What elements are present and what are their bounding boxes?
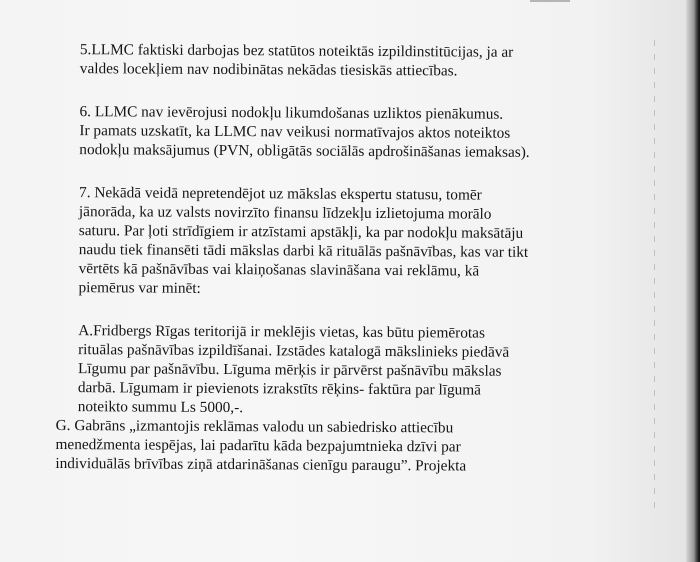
text-line: darbā. Līgumam ir pievienots izrakstīts rēķins- faktūra par līgumā [77, 379, 482, 399]
text-line: jānorāda, ka uz valsts novirzīto finansu līdzekļu izlietojuma morālo [78, 203, 492, 223]
text-line: A.Fridbergs Rīgas teritorijā ir meklējis vietas, kas būtu piemērotas [78, 322, 485, 342]
paragraph-5 [58, 40, 558, 81]
page-edge-shadow [686, 0, 700, 562]
text-line: saturu. Par ļoti strīdīgiem ir atzīstami apstākļi, ka par nodokļu maksātāju [78, 222, 524, 242]
scan-artifact-top [530, 0, 570, 2]
text-line: vērtēts kā pašnāvības vai klaiņošanas slavināšana vai reklāmu, kā [78, 260, 480, 280]
text-line: 7. Nekādā veidā nepretendējot uz mākslas ekspertu statusu, tomēr [79, 184, 482, 204]
text-line: naudu tiek finansēti tādi mākslas darbi kā rituālās pašnāvības, kas var tikt [78, 241, 529, 261]
text-line: piemērus var minēt: [78, 279, 201, 297]
text-line: 6. LLMC nav ievērojusi nodokļu likumdošanas uzliktos pienākumus. [79, 103, 504, 123]
paragraph-7 [56, 183, 557, 300]
paragraph-gabrans [55, 416, 555, 476]
text-line: menedžmenta iespējas, lai padarītu kāda bezpajumtnieka dzīvi par [55, 435, 461, 456]
text-line: rituālas pašnāvības izpildīšanai. Izstādes katalogā mākslinieks piedāvā [78, 341, 510, 361]
paragraph-6 [57, 102, 557, 162]
text-line: 5.LLMC faktiski darbojas bez statūtos noteiktās izpildinstitūcijas, ja ar [79, 41, 514, 61]
text-line: Ir pamats uzskatīt, ka LLMC nav veikusi normatīvajos aktos noteiktos [79, 122, 511, 142]
text-line: nodokļu maksājumus (PVN, obligātās sociālās apdrošināšanas iemaksas). [79, 141, 530, 161]
text-line: G. Gabrāns „izmantojis reklāmas valodu un sabiedrisko attiecību [55, 416, 454, 437]
text-line: Līgumu par pašnāvību. Līguma mērķis ir pārvērst pašnāvību mākslas [77, 360, 502, 380]
document-body [55, 40, 558, 476]
text-line: noteikto summu Ls 5000,-. [77, 398, 244, 417]
paragraph-fridbergs [56, 321, 557, 419]
scan-artifact-margin [654, 40, 655, 510]
text-line: individuālās brīvības ziņā atdarināšanas cienīgu paraugu”. Projekta [55, 454, 467, 475]
text-line: valdes locekļiem nav nodibinātas nekādas tiesiskās attiecības. [79, 60, 458, 80]
